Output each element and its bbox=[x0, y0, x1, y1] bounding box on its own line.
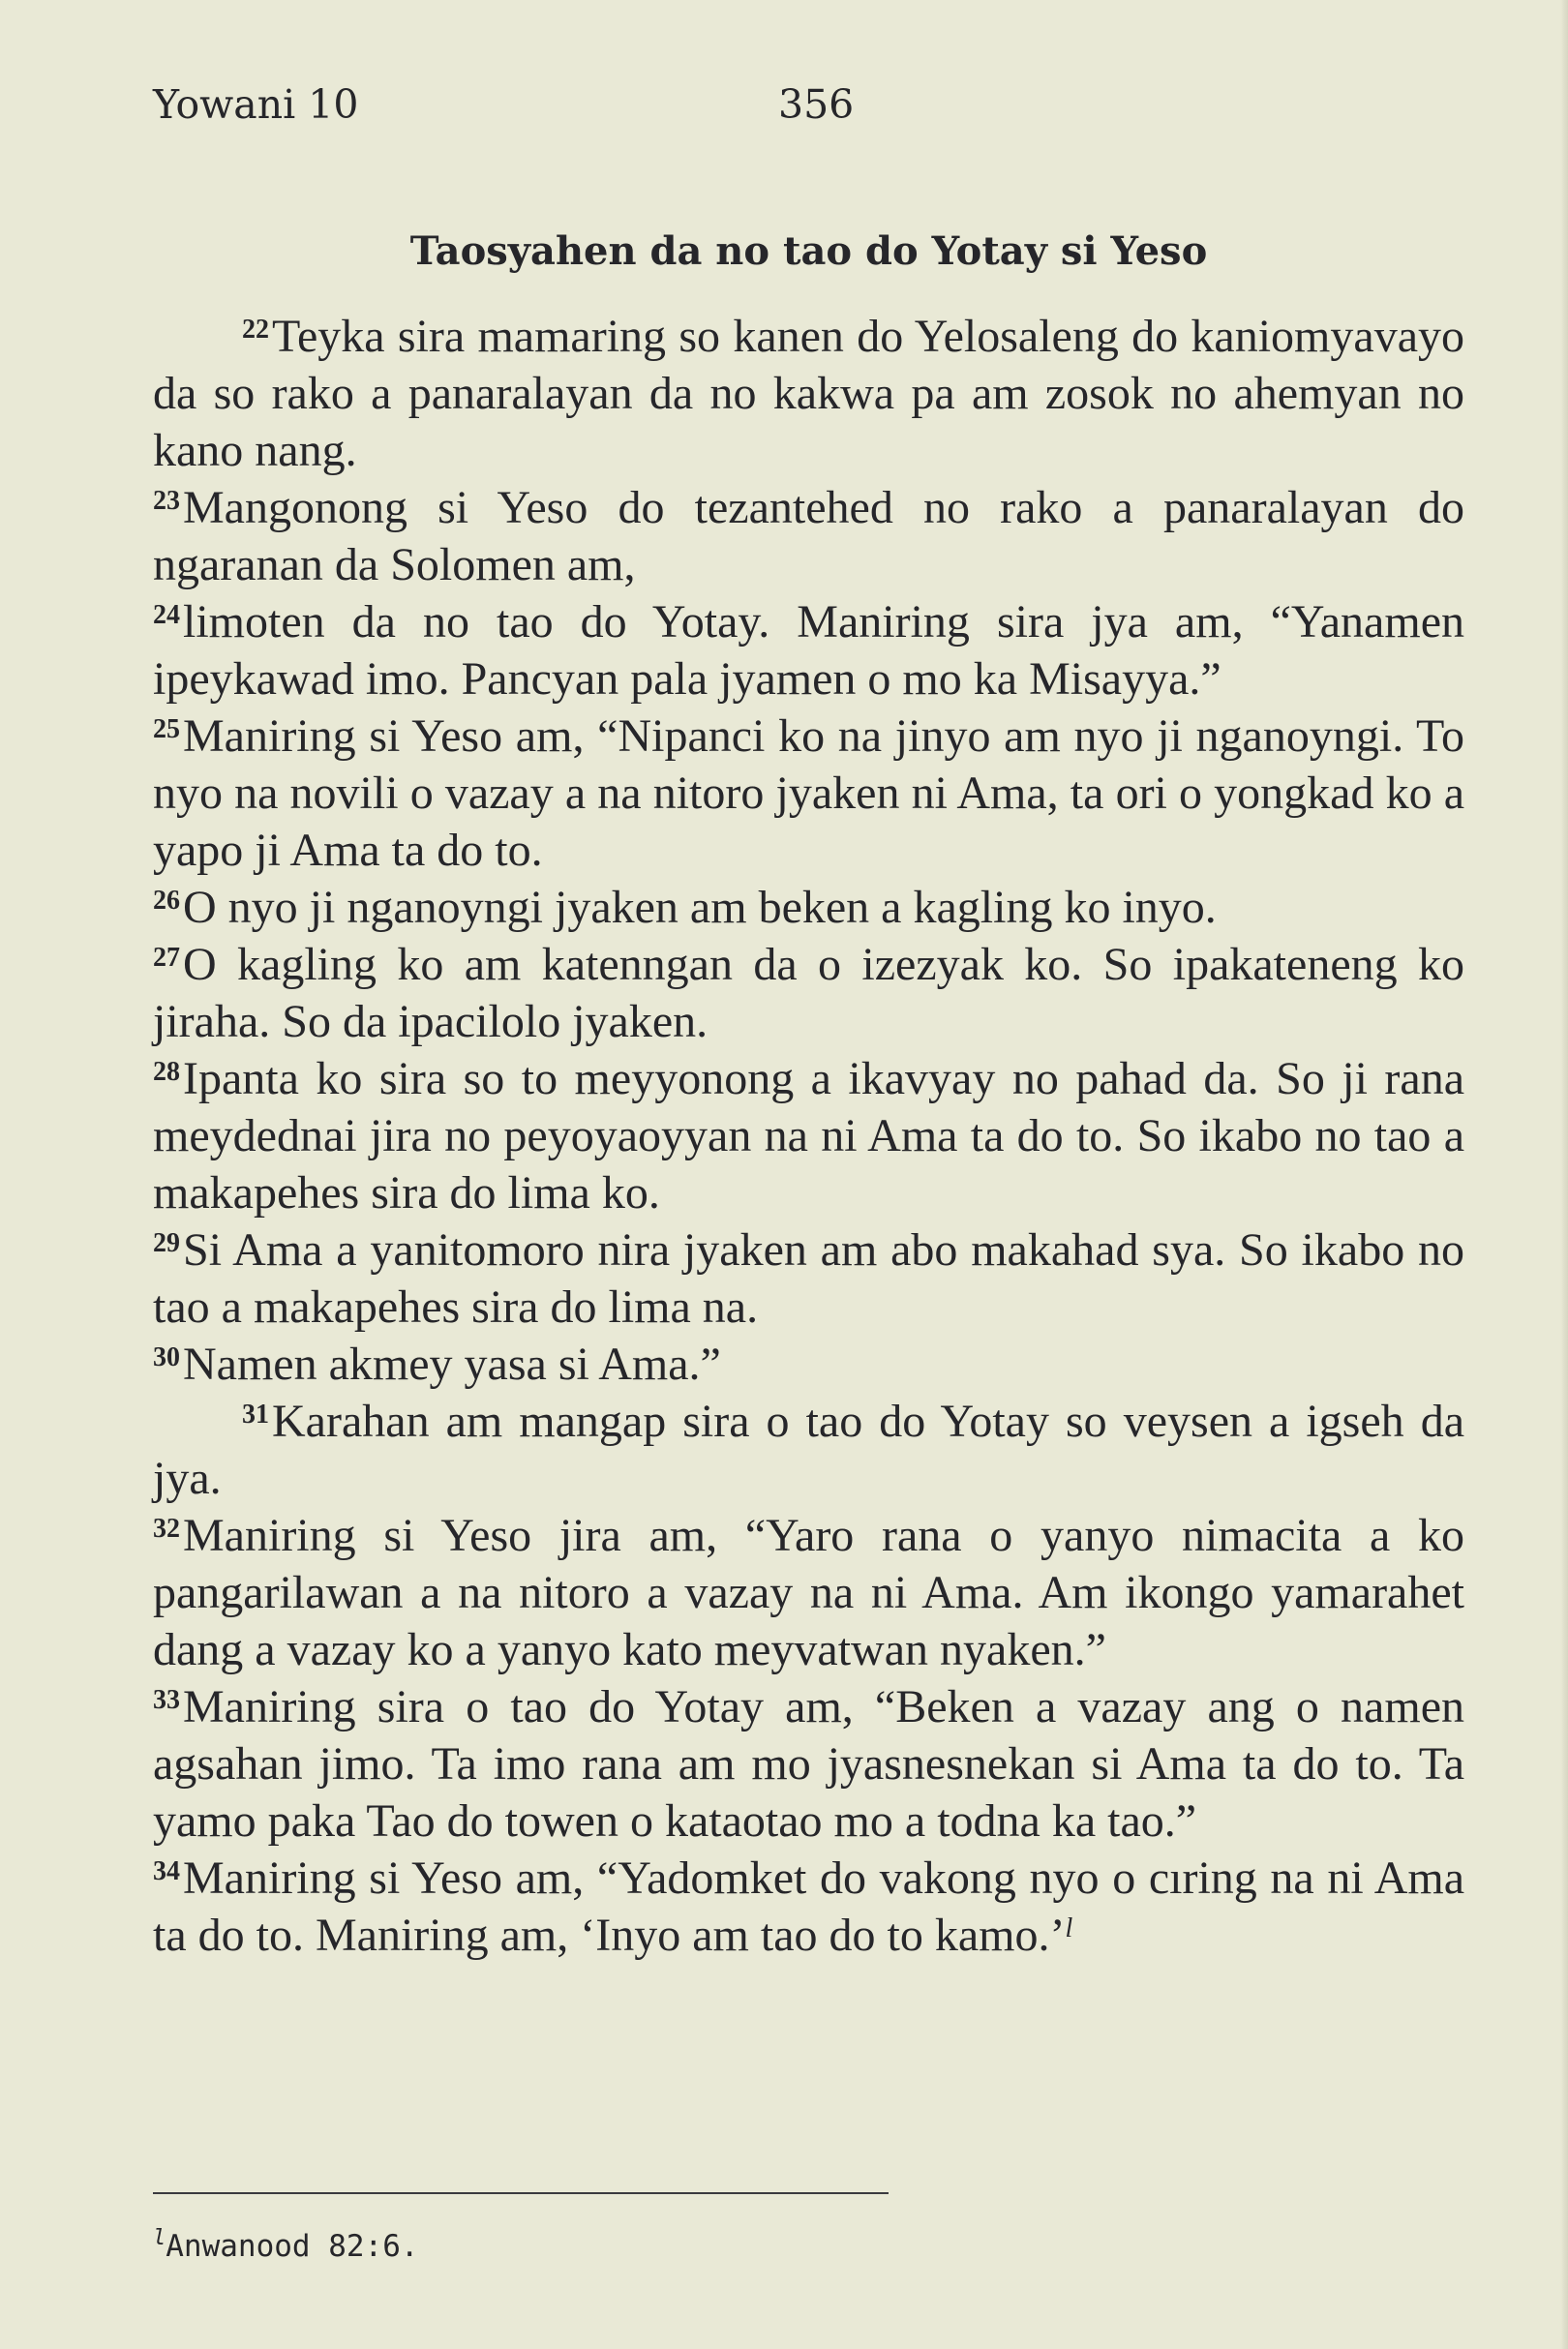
verse-28 bbox=[153, 1050, 1464, 1221]
verse-34 bbox=[153, 1850, 1464, 1964]
verse-number: 32 bbox=[153, 1514, 180, 1544]
verse-26 bbox=[153, 879, 1464, 936]
running-head bbox=[153, 75, 1464, 134]
verse-number: 22 bbox=[242, 315, 269, 345]
verse-number: 26 bbox=[153, 886, 180, 916]
verse-number: 25 bbox=[153, 714, 180, 744]
verse-number: 29 bbox=[153, 1228, 180, 1258]
page-number: 356 bbox=[778, 81, 855, 128]
verse-text: Maniring sira o tao do Yotay am, “Beken a vazay ang o namen agsahan jimo. Ta imo rana am mo jyasnesnekan si Ama ta do to. Ta yamo paka Tao do towen o kataotao mo a todna ka tao.” bbox=[153, 1681, 1464, 1847]
verse-number: 33 bbox=[153, 1685, 180, 1715]
footnote bbox=[153, 2222, 1121, 2271]
verse-number: 31 bbox=[242, 1400, 269, 1430]
verse-text: Karahan am mangap sira o tao do Yotay so veysen a igseh da jya. bbox=[153, 1396, 1464, 1504]
verse-text: Namen akmey yasa si Ama.” bbox=[183, 1339, 721, 1390]
verse-number: 28 bbox=[153, 1057, 180, 1087]
verse-number: 34 bbox=[153, 1856, 180, 1886]
verse-number: 30 bbox=[153, 1342, 180, 1372]
verse-23 bbox=[153, 479, 1464, 593]
verse-31 bbox=[153, 1393, 1464, 1507]
verse-text: Maniring si Yeso jira am, “Yaro rana o yanyo nimacita a ko pangarilawan a na nitoro a vazay na ni Ama. Am ikongo yamarahet dang a vazay ko a yanyo kato meyvatwan nyaken.” bbox=[153, 1510, 1464, 1675]
verse-text: Maniring si Yeso am, “Yadomket do vakong nyo o cıring na ni Ama ta do to. Maniring am, ‘Inyo am tao do to kamo.’ bbox=[153, 1852, 1464, 1961]
footnote-divider bbox=[153, 2192, 889, 2194]
footnote-reference[interactable]: l bbox=[1065, 1913, 1073, 1943]
verse-text: O kagling ko am katenngan da o izezyak ko. So ipakateneng ko jiraha. So da ipacilolo jyaken. bbox=[153, 939, 1464, 1047]
verse-text: Mangonong si Yeso do tezantehed no rako a panaralayan do ngaranan da Solomen am, bbox=[153, 482, 1464, 590]
footnote-text: Anwanood 82:6. bbox=[166, 2229, 419, 2264]
verse-text: O nyo ji nganoyngi jyaken am beken a kagling ko inyo. bbox=[183, 882, 1217, 933]
verse-22 bbox=[153, 308, 1464, 479]
verse-32 bbox=[153, 1507, 1464, 1678]
book-chapter-label: Yowani 10 bbox=[153, 81, 359, 128]
verse-number: 27 bbox=[153, 943, 180, 973]
verse-text: Si Ama a yanitomoro nira jyaken am abo makahad sya. So ikabo no tao a makapehes sira do lima na. bbox=[153, 1224, 1464, 1333]
verse-25 bbox=[153, 708, 1464, 879]
verse-text: Ipanta ko sira so to meyyonong a ikavyay no pahad da. So ji rana meydednai jira no peyoyaoyyan na ni Ama ta do to. So ikabo no tao a makapehes sira do lima ko. bbox=[153, 1053, 1464, 1219]
verse-27 bbox=[153, 936, 1464, 1050]
verse-text: limoten da no tao do Yotay. Maniring sira jya am, “Yanamen ipeykawad imo. Pancyan pala jyamen o mo ka Misayya.” bbox=[153, 596, 1464, 705]
verse-29 bbox=[153, 1221, 1464, 1336]
footnote-marker: l bbox=[153, 2226, 166, 2250]
verse-number: 24 bbox=[153, 600, 180, 630]
page-edge bbox=[1560, 0, 1568, 2349]
verse-number: 23 bbox=[153, 486, 180, 516]
verse-30 bbox=[153, 1336, 1464, 1393]
verse-33 bbox=[153, 1678, 1464, 1850]
verse-24 bbox=[153, 593, 1464, 708]
section-heading: Taosyahen da no tao do Yotay si Yeso bbox=[409, 228, 1208, 274]
verse-text: Teyka sira mamaring so kanen do Yelosaleng do kaniomyavayo da so rako a panaralayan da no kakwa pa am zosok no ahemyan no kano nang. bbox=[153, 311, 1464, 476]
verse-text: Maniring si Yeso am, “Nipanci ko na jinyo am nyo ji nganoyngi. To nyo na novili o vazay a na nitoro jyaken ni Ama, ta ori o yongkad ko a yapo ji Ama ta do to. bbox=[153, 710, 1464, 876]
scripture-text bbox=[153, 308, 1464, 1964]
